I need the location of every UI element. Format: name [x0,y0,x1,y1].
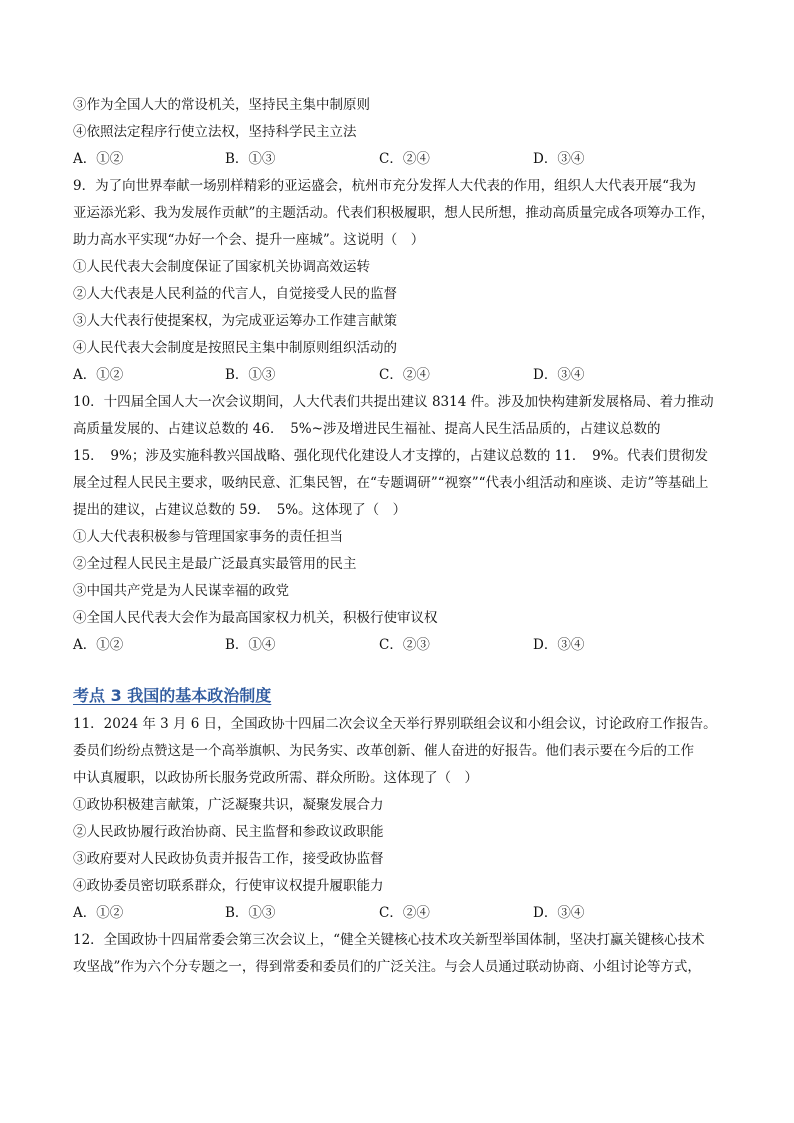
q10-statement-4: ④全国人民代表大会作为最高国家权力机关，积极行使审议权 [73,610,438,626]
question-9 [73,173,737,389]
section-heading [73,681,737,711]
q9-choice-d: D．③④ [533,367,585,383]
q11-statement-3: ③政府要对人民政协负责并报告工作，接受政协监督 [73,851,384,867]
question-12 [73,927,737,981]
q10-statement-1: ①人大代表积极参与管理国家事务的责任担当 [73,529,343,545]
q11-answer-choices [73,900,737,927]
q11-choice-c: C．②④ [379,905,430,921]
q10-choice-b: B．①④ [225,637,276,653]
q8-option-3: ③作为全国人大的常设机关，坚持民主集中制原则 [73,97,370,113]
q10-answer-choices [73,632,737,659]
q9-choice-a: A．①② [73,367,124,383]
q10-choice-c: C．②③ [379,637,430,653]
q10-stem-line: 15． 9%；涉及实施科教兴国战略、强化现代化建设人才支撑的，占建议总数的 11． 9%。代表们贯彻发 [73,448,708,464]
q10-statement-2: ②全过程人民民主是最广泛最真实最管用的民主 [73,556,357,572]
q10-choice-a: A．①② [73,637,124,653]
q8-option-4: ④依照法定程序行使立法权，坚持科学民主立法 [73,124,357,140]
q12-stem-line: 攻坚战”作为六个分专题之一，得到常委和委员们的广泛关注。与会人员通过联动协商、小组讨论等方式， [73,959,701,975]
q9-stem-line: 9．为了向世界奉献一场别样精彩的亚运盛会，杭州市充分发挥人大代表的作用，组织人大代表开展“我为 [73,178,696,194]
q11-stem-line: 委员们纷纷点赞这是一个高举旗帜、为民务实、改革创新、催人奋进的好报告。他们表示要在今后的工作 [73,743,694,759]
question-10 [73,389,737,659]
q11-stem-line: 11．2024 年 3 月 6 日，全国政协十四届二次会议全天举行界别联组会议和小组会议，讨论政府工作报告。 [73,716,717,732]
q10-stem-line: 展全过程人民民主要求，吸纳民意、汇集民智，在“专题调研”“视察”“代表小组活动和座谈、走访”等基础上 [73,475,709,491]
q9-choice-b: B．①③ [225,367,276,383]
q9-choice-c: C．②④ [379,367,430,383]
q11-statement-1: ①政协积极建言献策，广泛凝聚共识，凝聚发展合力 [73,797,384,813]
q9-statement-1: ①人民代表大会制度保证了国家机关协调高效运转 [73,259,370,275]
q11-statement-2: ②人民政协履行政治协商、民主监督和参政议政职能 [73,824,384,840]
q9-answer-choices [73,362,737,389]
q10-stem-line: 10．十四届全国人大一次会议期间，人大代表们共提出建议 8314 件。涉及加快构建新发展格局、着力推动 [73,394,714,410]
q11-choice-a: A．①② [73,905,124,921]
q8-answer-choices [73,146,737,173]
q9-statement-2: ②人大代表是人民利益的代言人，自觉接受人民的监督 [73,286,397,302]
q9-statement-3: ③人大代表行使提案权，为完成亚运筹办工作建言献策 [73,313,397,329]
q12-stem-line: 12．全国政协十四届常委会第三次会议上，“健全关键核心技术攻关新型举国体制，坚决打赢关键核心技术 [73,932,705,948]
section-heading-text: 考点 3 我国的基本政治制度 [73,686,272,705]
q8-choice-c: C．②④ [379,151,430,167]
q8-choice-b: B．①③ [225,151,276,167]
q8-choice-d: D．③④ [533,151,585,167]
question-11 [73,711,737,927]
q11-stem-line: 中认真履职，以政协所长服务党政所需、群众所盼。这体现了（ ） [73,770,478,786]
q9-stem-line: 亚运添光彩、我为发展作贡献”的主题活动。代表们积极履职，想人民所想，推动高质量完成各项筹办工作， [73,205,715,221]
q11-statement-4: ④政协委员密切联系群众，行使审议权提升履职能力 [73,878,384,894]
q9-statement-4: ④人民代表大会制度是按照民主集中制原则组织活动的 [73,340,397,356]
q8-choice-a: A．①② [73,151,124,167]
q11-choice-d: D．③④ [533,905,585,921]
q11-choice-b: B．①③ [225,905,276,921]
q10-choice-d: D．③④ [533,637,585,653]
q10-stem-line: 高质量发展的、占建议总数的 46． 5%~涉及增进民生福祉、提高人民生活品质的，占建议总数的 [73,421,661,437]
q10-statement-3: ③中国共产党是为人民谋幸福的政党 [73,583,289,599]
q10-stem-line: 提出的建议，占建议总数的 59． 5%。这体现了（ ） [73,502,407,518]
document-content [73,92,737,981]
q9-stem-line: 助力高水平实现“办好一个会、提升一座城”。这说明（ ） [73,232,425,248]
